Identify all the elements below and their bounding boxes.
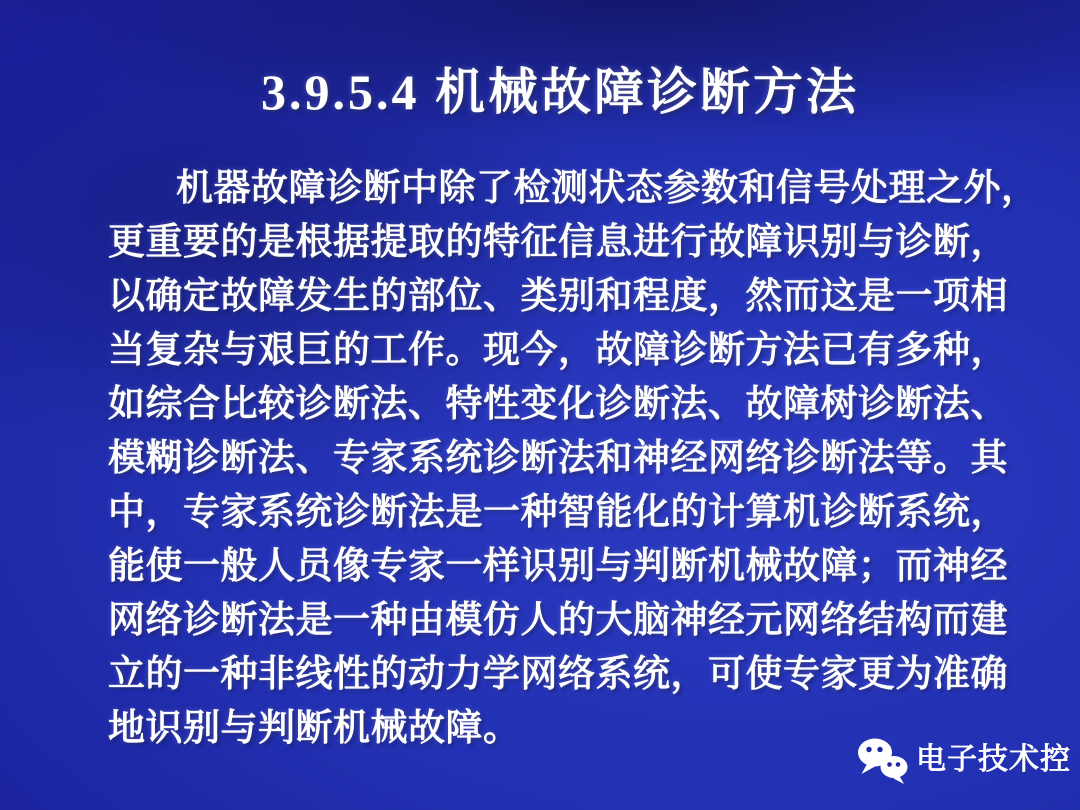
paragraph-line: 能使一般人员像专家一样识别与判断机械故障；而神经 bbox=[108, 546, 1008, 587]
channel-watermark bbox=[856, 736, 1071, 784]
slide-title: 3.9.5.4 机械故障诊断方法 bbox=[261, 64, 859, 120]
paragraph-line: 地识别与判断机械故障。 bbox=[108, 708, 521, 749]
slide-body-paragraph bbox=[108, 162, 1039, 756]
paragraph-line: 更重要的是根据提取的特征信息进行故障识别与诊断， bbox=[108, 222, 1008, 263]
paragraph-line: 网络诊断法是一种由模仿人的大脑神经元网络结构而建 bbox=[108, 600, 1008, 641]
paragraph-line: 以确定故障发生的部位、类别和程度，然而这是一项相 bbox=[108, 276, 1008, 317]
paragraph-line: 立的一种非线性的动力学网络系统，可使专家更为准确 bbox=[108, 654, 1008, 695]
watermark-label: 电子技术控 bbox=[916, 743, 1071, 776]
paragraph-line: 当复杂与艰巨的工作。现今，故障诊断方法已有多种， bbox=[108, 330, 1008, 371]
wechat-icon bbox=[856, 736, 908, 784]
paragraph-line: 如综合比较诊断法、特性变化诊断法、故障树诊断法、 bbox=[108, 384, 1008, 425]
paragraph-line: 机器故障诊断中除了检测状态参数和信号处理之外， bbox=[176, 168, 1039, 209]
paragraph-line: 中，专家系统诊断法是一种智能化的计算机诊断系统， bbox=[108, 492, 1008, 533]
paragraph-line: 模糊诊断法、专家系统诊断法和神经网络诊断法等。其 bbox=[108, 438, 1008, 479]
